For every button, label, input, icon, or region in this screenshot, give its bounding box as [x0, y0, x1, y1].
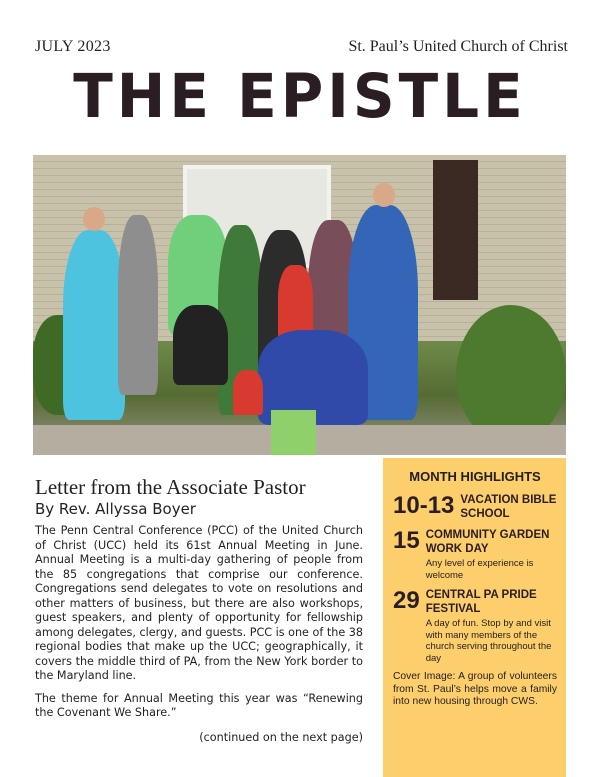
event-description: Any level of experience is welcome [425, 558, 534, 581]
article-paragraph: The Penn Central Conference (PCC) of the United Church of Christ (UCC) held its 61st Annual Meeting in June. Annual Meeting is a multi-day gathering of people from the 85 congregations that comprise our conference. Congregations send delegates to vote on resolutions and other matters of business, but there are also workshops, guest speakers, and plenty of opportunity for fellowship among delegates, clergy, and guests. PCC is one of the 38 regional bodies that make up the UCC; geographically, it covers the middle third of PA, from the New York border to the Maryland line. [35, 524, 363, 682]
house-door [433, 160, 478, 300]
event-item [393, 493, 557, 521]
event-name: CENTRAL PA PRIDE FESTIVAL [425, 589, 537, 615]
event-body [426, 528, 557, 581]
church-name: St. Paul’s United Church of Christ [348, 38, 568, 55]
event-date: 10-13 [393, 492, 455, 519]
article-paragraph: The theme for Annual Meeting this year was “Renewing the Covenant We Share.” [35, 691, 363, 719]
event-description: A day of fun. Stop by and visit with many members of the church serving throughout the day [425, 618, 552, 664]
event-name: COMMUNITY GARDEN WORK DAY [425, 529, 550, 555]
event-date: 29 [393, 587, 420, 614]
person [63, 230, 125, 420]
newsletter-title: THE EPISTLE [73, 60, 527, 132]
event-item [393, 588, 557, 664]
person [233, 370, 263, 415]
article-title: Letter from the Associate Pastor [35, 475, 306, 499]
event-body [460, 493, 557, 521]
person [173, 305, 228, 385]
bush [456, 305, 566, 445]
cover-photo [33, 155, 566, 455]
event-item [393, 528, 557, 581]
issue-date: JULY 2023 [35, 38, 111, 55]
continued-note: (continued on the next page) [199, 730, 363, 744]
person-head [373, 183, 395, 207]
green-folder [271, 410, 316, 455]
event-body [426, 588, 557, 664]
article-byline: By Rev. Allyssa Boyer [35, 500, 196, 518]
person-head [83, 207, 105, 231]
event-name: VACATION BIBLE SCHOOL [460, 494, 557, 520]
person [118, 215, 158, 395]
article [35, 474, 363, 745]
highlights-title: MONTH HIGHLIGHTS [409, 469, 541, 484]
event-date: 15 [393, 527, 420, 554]
month-highlights-panel [383, 458, 566, 777]
cover-image-caption: Cover Image: A group of volunteers from St. Paul’s helps move a family into new housing through CWS. [393, 671, 557, 707]
